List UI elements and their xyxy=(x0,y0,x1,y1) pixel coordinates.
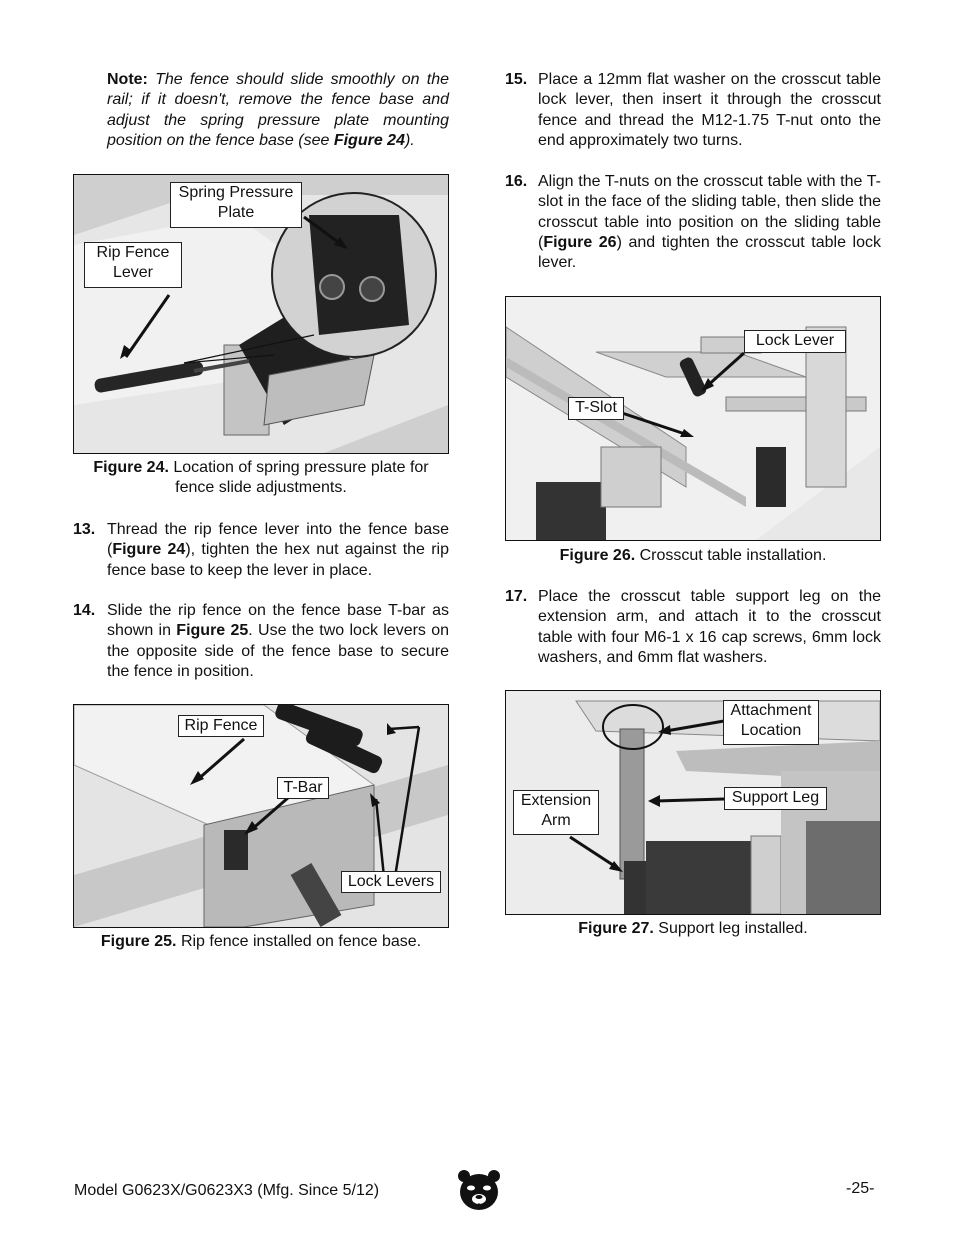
extension-callout-line1: Extension xyxy=(520,792,592,809)
step-16-text-a: Align the T-nuts on the crosscut table with the T-slot in the face of the sliding table, then slide the crosscut table into position on the sliding table ( xyxy=(538,173,881,251)
step-17-text-a: Place the crosscut table support leg on the extension arm, and attach it to the crosscut table with four M6-1 x 16 cap screws, 6mm lock washers, and 6mm flat washers. xyxy=(538,588,881,666)
grizzly-bear-logo-icon xyxy=(456,1168,502,1212)
figure-25-image xyxy=(73,704,449,928)
step-13 xyxy=(73,520,449,582)
page-number: -25- xyxy=(846,1180,875,1197)
t-slot-callout: T-Slot xyxy=(568,397,624,420)
extension-arm-callout xyxy=(513,790,599,835)
spring-pressure-plate-callout xyxy=(170,182,302,228)
step-14-number: 14. xyxy=(73,602,96,619)
rip-fence-callout: Rip Fence xyxy=(178,715,264,737)
figure-27-caption xyxy=(505,919,881,939)
note-label: Note: xyxy=(107,71,148,88)
figure-24-label: Figure 24. xyxy=(93,459,169,476)
step-15 xyxy=(505,70,881,152)
figure-26-image xyxy=(505,296,881,541)
spring-callout-line2: Plate xyxy=(217,204,255,221)
step-13-figure-ref: Figure 24 xyxy=(112,541,186,559)
figure-25-caption xyxy=(73,932,449,952)
step-16-number: 16. xyxy=(505,173,528,190)
support-leg-callout: Support Leg xyxy=(724,787,827,810)
figure-24-image xyxy=(73,174,449,454)
figure-24-caption-line1: Location of spring pressure plate for xyxy=(173,459,429,476)
figure-27-image xyxy=(505,690,881,915)
note-paragraph xyxy=(107,70,449,151)
step-14-text xyxy=(107,601,449,682)
note-text-b: ). xyxy=(404,131,415,149)
step-13-number: 13. xyxy=(73,521,96,538)
step-14-figure-ref: Figure 25 xyxy=(176,622,249,640)
spring-callout-line1: Spring Pressure xyxy=(178,184,294,201)
step-14 xyxy=(73,601,449,683)
attachment-callout-line1: Attachment xyxy=(730,702,812,719)
figure-25-label: Figure 25. xyxy=(100,933,177,950)
step-16 xyxy=(505,172,881,274)
extension-callout-line2: Arm xyxy=(541,812,571,829)
footer-model-number: Model G0623X/G0623X3 (Mfg. Since 5/12) xyxy=(74,1182,380,1199)
t-bar-callout: T-Bar xyxy=(277,777,329,799)
step-16-text-b: ) and tighten the crosscut table lock lever. xyxy=(538,233,881,272)
figure-24-caption-line2: fence slide adjustments. xyxy=(175,479,347,497)
step-15-text-a: Place a 12mm flat washer on the crosscut table lock lever, then insert it through the crosscut fence and thread the M12-1.75 T-nut onto the end approximately two turns. xyxy=(538,71,881,149)
lever-callout-line2: Lever xyxy=(112,264,154,281)
figure-27-caption-text: Support leg installed. xyxy=(658,920,808,937)
lock-levers-callout: Lock Levers xyxy=(341,871,441,893)
step-15-number: 15. xyxy=(505,71,528,88)
lever-callout-line1: Rip Fence xyxy=(96,244,170,261)
step-13-text-b: ), tighten the hex nut against the rip fence base to keep the lever in place. xyxy=(107,541,450,579)
step-16-figure-ref: Figure 26 xyxy=(543,233,617,251)
figure-25-caption-text: Rip fence installed on fence base. xyxy=(180,933,422,950)
step-14-text-a: Slide the rip fence on the fence base T-bar as shown in xyxy=(107,602,449,640)
figure-27-label: Figure 27. xyxy=(578,920,654,937)
step-17 xyxy=(505,587,881,669)
step-13-text xyxy=(107,520,449,581)
attachment-location-callout xyxy=(723,700,819,745)
note-figure-ref: Figure 24 xyxy=(333,131,405,149)
figure-24-caption xyxy=(73,458,449,499)
step-14-text-b: . Use the two lock levers on the opposite side of the fence base to secure the fence in position. xyxy=(107,622,450,680)
figure-26-caption xyxy=(505,546,881,566)
step-17-text xyxy=(538,587,881,668)
lock-lever-callout: Lock Lever xyxy=(744,330,846,353)
attachment-callout-line2: Location xyxy=(740,722,802,739)
figure-26-caption-text: Crosscut table installation. xyxy=(639,547,827,564)
step-16-text xyxy=(538,172,881,273)
note-text-a: The fence should slide smoothly on the rail; if it doesn't, remove the fence base and adjust the spring pressure plate mounting position on the fence base (see xyxy=(107,71,449,149)
step-17-number: 17. xyxy=(505,588,528,605)
rip-fence-lever-callout xyxy=(84,242,182,288)
step-15-text xyxy=(538,70,881,151)
figure-25-illustration xyxy=(74,705,448,927)
step-13-text-a: Thread the rip fence lever into the fence base ( xyxy=(107,521,449,559)
figure-26-label: Figure 26. xyxy=(559,547,636,564)
